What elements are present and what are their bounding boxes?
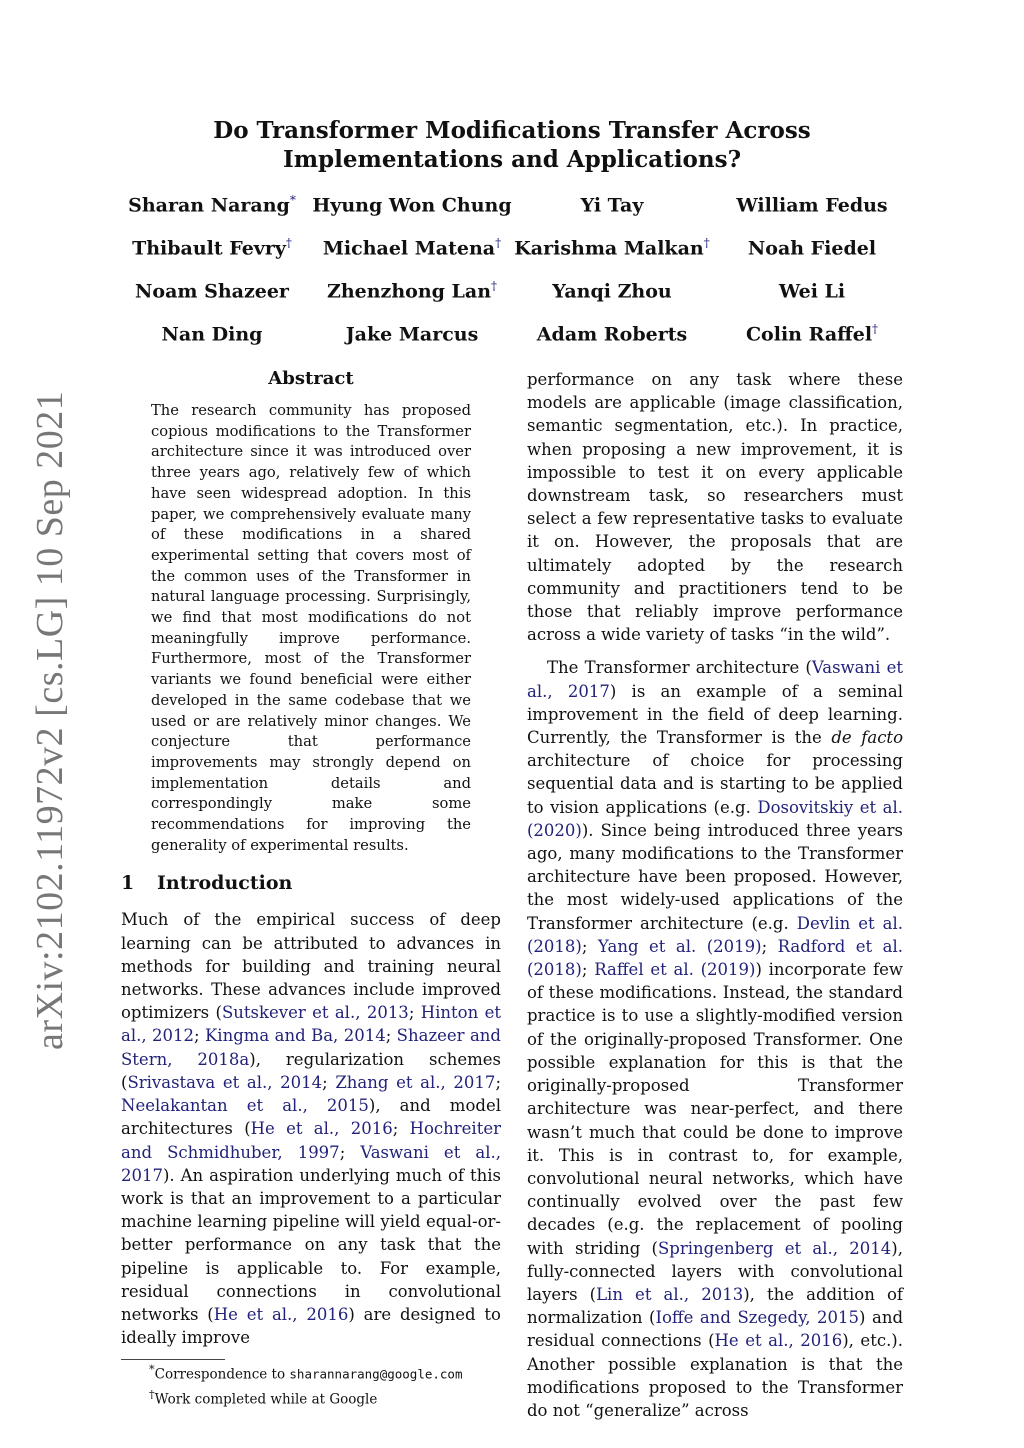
author: Adam Roberts xyxy=(536,323,688,346)
author: William Fedus xyxy=(736,194,888,217)
citation-link[interactable]: He et al., 2016 xyxy=(714,1331,843,1351)
arxiv-identifier: arXiv:2102.11972v2 [cs.LG] 10 Sep 2021 xyxy=(29,390,71,1050)
citation-link[interactable]: Sutskever et al., 2013 xyxy=(221,1003,409,1023)
author: Noah Fiedel xyxy=(747,237,877,260)
author: Wei Li xyxy=(778,280,846,303)
citation-link[interactable]: Vaswani et al., 2017 xyxy=(527,658,903,701)
intro-paragraph: Much of the empirical success of deep learning can be attributed to advances in methods for building and training neural networks. These advances include improved optimizers (Sutskever et al., 2013; Hinton et al., 2012; Kingma and Ba, 2014; Shazeer and Stern, 2018a), regularization schemes (Srivastava et al., 2014; Zhang et al., 2017; Neelakantan et al., 2015), and model architectures (He et al., 2016; Hochreiter and Schmidhuber, 1997; Vaswani et al., 2017). An aspiration underlying much of this work is that an improvement to a particular machine learning pipeline will yield equal-or-better performance on any task that the pipeline is applicable to. For example, residual connections in convolutional networks (He et al., 2016) are designed to ideally improve xyxy=(121,910,501,1348)
abstract-text: The research community has proposed copious modifications to the Transformer architecture since it was introduced over three years ago, relatively few of which have seen widespread adoption. In this paper, we comprehensively evaluate many of these modifications in a shared experimental setting that covers most of the common uses of the Transformer in natural language processing. Surprisingly, we find that most modifications do not meaningfully improve performance. Furthermore, most of the Transformer variants we found beneficial were either developed in the same codebase that we used or are relatively minor changes. We conjecture that performance improvements may strongly depend on implementation details and correspondingly make some recommendations for improving the generality of experimental results. xyxy=(151,402,471,854)
citation-link[interactable]: He et al., 2016 xyxy=(250,1119,393,1139)
author-row xyxy=(112,226,912,269)
citation-link[interactable]: Ioffe and Szegedy, 2015 xyxy=(655,1308,860,1328)
citation-link[interactable]: Springenberg et al., 2014 xyxy=(658,1238,892,1258)
citation-link[interactable]: Raffel et al. (2019) xyxy=(594,960,756,980)
citation-link[interactable]: Hochreiter and Schmidhuber, 1997 xyxy=(121,1119,501,1162)
citation-link[interactable]: Vaswani et al., 2017 xyxy=(121,1142,501,1185)
author-row xyxy=(112,183,912,226)
author-block xyxy=(112,183,912,355)
author: Yanqi Zhou xyxy=(552,280,672,303)
author: Nan Ding xyxy=(161,323,263,346)
author: Hyung Won Chung xyxy=(312,194,512,217)
footnote: *Correspondence to sharannarang@google.com xyxy=(149,1363,463,1383)
author-row xyxy=(112,312,912,355)
footnote: †Work completed while at Google xyxy=(149,1387,378,1408)
body-paragraph: performance on any task where these models are applicable (image classification, semantic segmentation, etc.). In practice, when proposing a new improvement, it is impossible to test it on every applicable downstream task, so researchers must select a few representative tasks to evaluate it on. However, the proposals that are ultimately adopted by the research community and practitioners tend to be those that reliably improve performance across a wide variety of tasks “in the wild”. xyxy=(527,370,903,645)
author: Karishma Malkan† xyxy=(514,235,710,260)
citation-link[interactable]: Shazeer and Stern, 2018a xyxy=(121,1026,501,1069)
author: Yi Tay xyxy=(580,194,644,217)
left-column xyxy=(121,368,501,1409)
author: Noam Shazeer xyxy=(135,280,289,303)
citation-link[interactable]: Hinton et al., 2012 xyxy=(121,1003,501,1046)
citation-link[interactable]: Neelakantan et al., 2015 xyxy=(121,1096,369,1116)
paper-title: Do Transformer Modifications Transfer Across Implementations and Applications? xyxy=(213,117,811,173)
author: Thibault Fevry† xyxy=(132,235,292,260)
section-heading: 1 Introduction xyxy=(121,872,293,895)
citation-link[interactable]: Yang et al. (2019) xyxy=(597,936,762,956)
right-column xyxy=(527,368,903,1422)
author-row xyxy=(112,269,912,312)
citation-link[interactable]: Kingma and Ba, 2014 xyxy=(204,1026,386,1046)
citation-link[interactable]: Zhang et al., 2017 xyxy=(335,1072,496,1092)
citation-link[interactable]: He et al., 2016 xyxy=(213,1304,349,1324)
citation-link[interactable]: Dosovitskiy et al. (2020) xyxy=(527,797,903,840)
citation-link[interactable]: Radford et al. (2018) xyxy=(527,936,903,980)
author: Zhenzhong Lan† xyxy=(326,278,498,303)
author: Michael Matena† xyxy=(322,235,502,260)
body-paragraph: The Transformer architecture (Vaswani et al., 2017) is an example of a seminal improvement in the field of deep learning. Currently, the Transformer is the de facto architecture of choice for processing sequential data and is starting to be applied to vision applications (e.g. Dosovitskiy et al. (2020)). Since being introduced three years ago, many modifications to the Transformer architecture have been proposed. However, the most widely-used applications of the Transformer architecture (e.g. Devlin et al. (2018); Yang et al. (2019); Radford et al. (2018); Raffel et al. (2019)) incorporate few of these modifications. Instead, the standard practice is to use a slightly-modified version of the originally-proposed Transformer. One possible explanation for this is that the originally-proposed Transformer architecture was near-perfect, and there wasn’t much that could be done to improve it. This is in contrast to, for example, convolutional neural networks, which have continually evolved over the past few decades (e.g. the replacement of pooling with striding (Springenberg et al., 2014), fully-connected layers with convolutional layers (Lin et al., 2013), the addition of normalization (Ioffe and Szegedy, 2015) and residual connections (He et al., 2016), etc.). Another possible explanation is that the modifications proposed to the Transformer do not “generalize” across xyxy=(527,658,904,1420)
author: Jake Marcus xyxy=(345,323,479,346)
author: Sharan Narang* xyxy=(128,192,296,217)
abstract-heading: Abstract xyxy=(268,368,354,389)
citation-link[interactable]: Lin et al., 2013 xyxy=(596,1284,744,1304)
citation-link[interactable]: Devlin et al. (2018) xyxy=(527,913,903,956)
author: Colin Raffel† xyxy=(745,321,879,346)
citation-link[interactable]: Srivastava et al., 2014 xyxy=(127,1072,323,1092)
email-link[interactable]: sharannarang@google.com xyxy=(289,1366,463,1382)
